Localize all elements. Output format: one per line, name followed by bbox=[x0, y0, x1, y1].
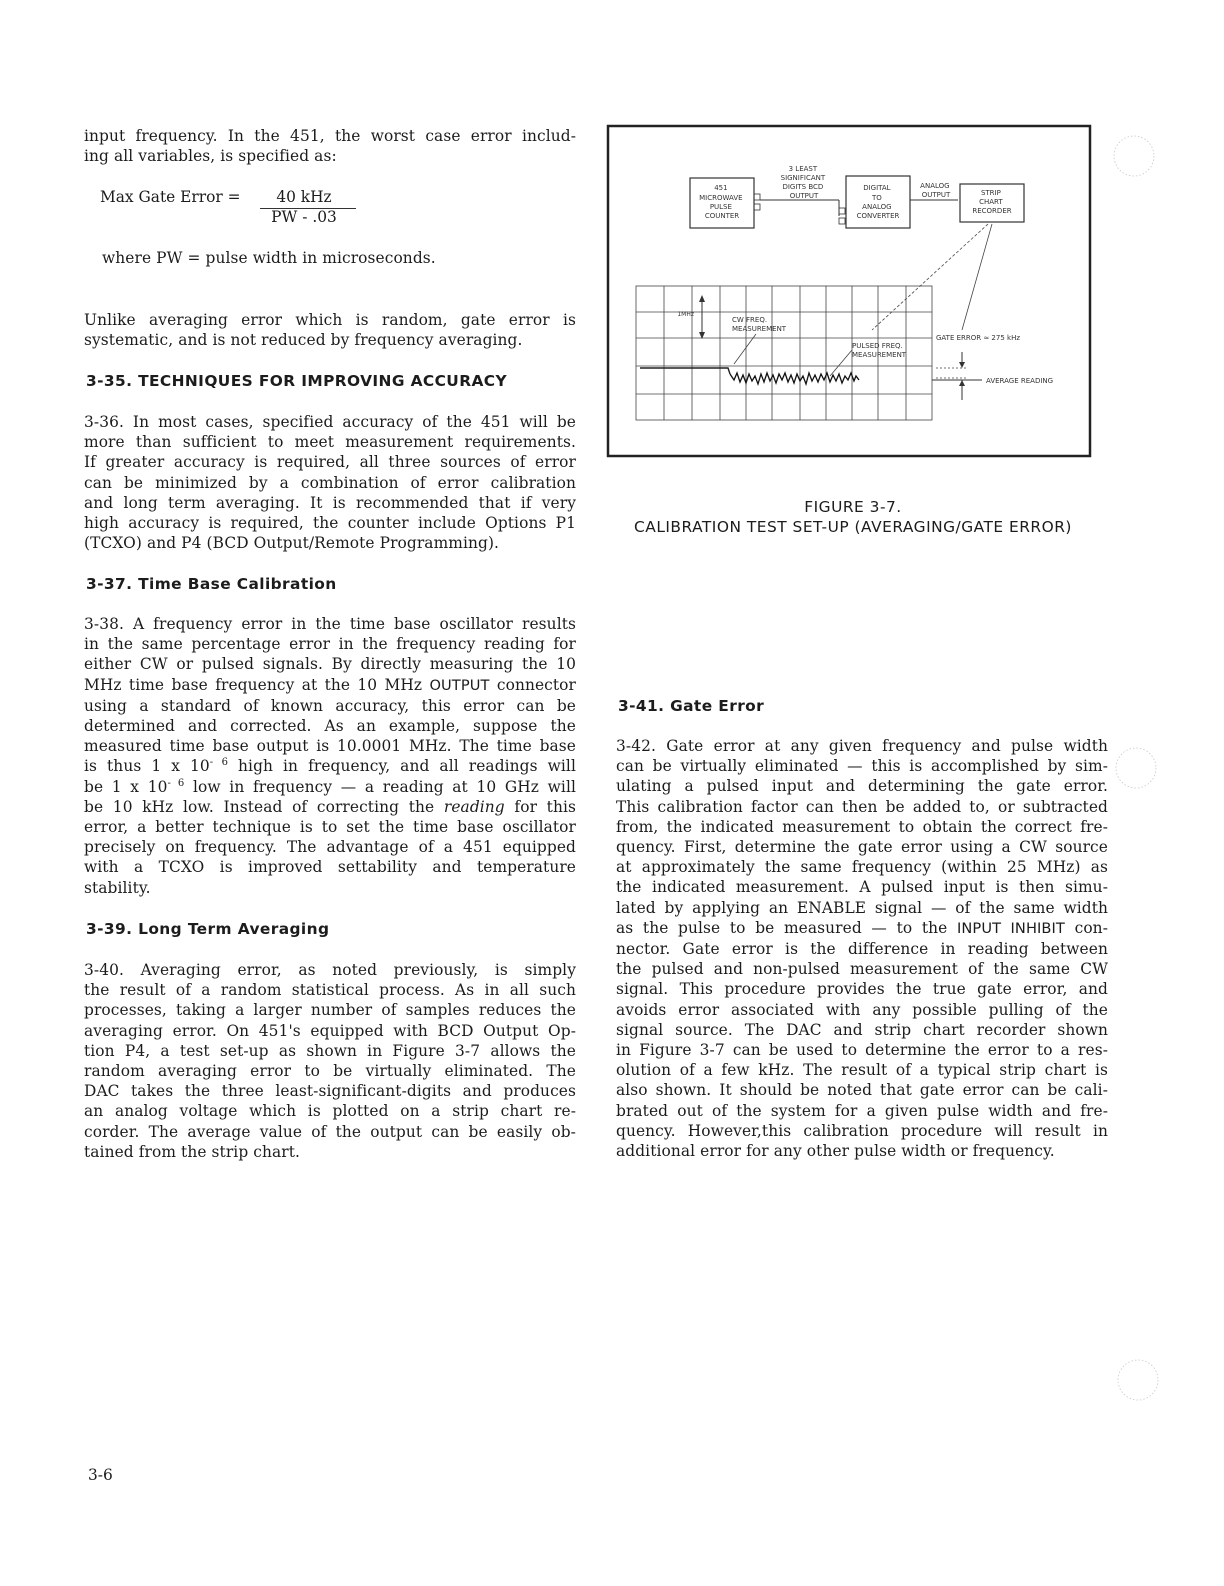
lsd-label-1: 3 LEAST bbox=[788, 165, 818, 173]
pulsed-label-1: PULSED FREQ. bbox=[852, 342, 903, 350]
dac-label-4: CONVERTER bbox=[856, 212, 900, 220]
recorder-label-2: CHART bbox=[979, 198, 1003, 206]
cw-label-2: MEASUREMENT bbox=[732, 325, 787, 333]
lsd-label-4: OUTPUT bbox=[789, 192, 819, 200]
svg-text:451 MICROWAVE PULSE bbox=[699, 184, 745, 220]
counter-label-4: COUNTER bbox=[704, 212, 740, 220]
paragraph-3-36: 3-36. In most cases, specified accuracy of the 451 will be more than sufficient to meet measurement requirements. If greater accuracy is required, all three sources of error can be minimized by a combination of error calibration and long term averaging. It is recommended that if very high accuracy is required, the counter include Options P1 (TCXO) and P4 (BCD Output/Remote Programming). bbox=[84, 413, 576, 553]
heading-3-39: 3-39. Long Term Averaging bbox=[86, 920, 330, 938]
lsd-label-3: DIGITS BCD bbox=[782, 183, 824, 191]
lsd-label-2: SIGNIFICANT bbox=[780, 174, 826, 182]
gate-error-label: GATE ERROR ≈ 275 kHz bbox=[936, 334, 1021, 342]
binder-hole-marks bbox=[1108, 130, 1188, 1430]
svg-text:ANALOG OUTPUT bbox=[920, 182, 952, 199]
dac-label-1: DIGITAL bbox=[863, 184, 891, 192]
figure-3-7 bbox=[606, 124, 1092, 458]
average-reading-label: AVERAGE READING bbox=[986, 377, 1054, 385]
svg-text:STRIP CHART RECORDER bbox=[972, 189, 1011, 215]
recorder-label-3: RECORDER bbox=[972, 207, 1012, 215]
dac-label-3: ANALOG bbox=[862, 203, 892, 211]
intro-paragraph: input frequency. In the 451, the worst case error includ- ing all variables, is specified as: bbox=[84, 127, 576, 166]
pulsed-label-2: MEASUREMENT bbox=[852, 351, 907, 359]
recorder-label-1: STRIP bbox=[980, 189, 1001, 197]
paragraph-3-42: 3-42. Gate error at any given frequency and pulse width can be virtually eliminated — this is accomplished by sim- ulating a pulsed input and determining the gate error. This calibration factor can then be added to, or subtracted from, the indicated measurement to obtain the correct fre- quency. First, determine the gate error using a CW source at approximately the same frequency (within 25 MHz) as the indicated measurement. A pulsed input is then simu- lated by applying an ENABLE signal — of the same width as the pulse to be measured — to the INPUT INHIBIT con- nector. Gate error is the difference in reading between the pulsed and non-pulsed measurement of the same CW signal. This procedure provides the true gate error, and avoids error associated with any possible pulling of the signal source. The DAC and strip chart recorder shown in Figure 3-7 can be used to determine the error to a res- olution of a few kHz. The result of a typical strip chart is also shown. It should be noted that gate error can be cali- brated out of the system for a given pulse width and fre- quency. However,this calibration procedure will result in additional error for any other pulse width or frequency. bbox=[616, 737, 1108, 1161]
cw-label-1: CW FREQ. bbox=[732, 316, 768, 324]
figure-caption-title: CALIBRATION TEST SET-UP (AVERAGING/GATE ERROR) bbox=[634, 518, 1072, 536]
analog-label-2: OUTPUT bbox=[921, 191, 951, 199]
svg-text:DIGITAL TO ANALOG bbox=[857, 184, 900, 220]
svg-text:CW FREQ. MEASUREMENT bbox=[732, 316, 787, 333]
heading-3-35: 3-35. TECHNIQUES FOR IMPROVING ACCURACY bbox=[86, 372, 508, 390]
svg-text:3 LEAST SIGNIFICANT DI bbox=[781, 165, 828, 200]
heading-3-37: 3-37. Time Base Calibration bbox=[86, 575, 337, 593]
pulsed-trace bbox=[730, 373, 859, 384]
svg-text:PULSED FREQ. MEASUREMENT bbox=[852, 342, 907, 359]
paragraph-3-38: 3-38. A frequency error in the time base oscillator results in the same percentage error in the frequency reading for either CW or pulsed signals. By directly measuring the 10 MHz time base frequency at the 10 MHz OUTPUT connector using a standard of known accuracy, this error can be determined and corrected. As an example, suppose the measured time base output is 10.0001 MHz. The time base is thus 1 x $10^{- 6}$ high in frequency, and all readings will be 1 x $10^{- 6}$ low in frequency — a reading at 10 GHz will be 10 kHz low. Instead of correcting the reading for this error, a better technique is to set the time base oscillator precisely on frequency. The advantage of a 451 equipped with a TCXO is improved settability and temperature stability. bbox=[84, 615, 577, 897]
heading-3-41: 3-41. Gate Error bbox=[618, 697, 765, 715]
cw-trace bbox=[640, 368, 730, 374]
counter-label-1: 451 bbox=[714, 184, 728, 192]
unlike-paragraph: Unlike averaging error which is random, gate error is systematic, and is not reduced by frequency averaging. bbox=[84, 311, 576, 350]
paragraph-3-40: 3-40. Averaging error, as noted previously, is simply the result of a random statistical process. As in all such processes, taking a larger number of samples reduces the averaging error. On 451's equipped with BCD Output Op- tion P4, a test set-up as shown in Figure 3-7 allows the random averaging error to be virtually eliminated. The DAC takes the three least-significant-digits and produces an analog voltage which is plotted on a strip chart re- corder. The average value of the output can be easily ob- tained from the strip chart. bbox=[84, 961, 576, 1161]
mhz-label: 1MHz bbox=[677, 311, 694, 318]
page-number: 3-6 bbox=[88, 1466, 113, 1484]
counter-label-3: PULSE bbox=[709, 203, 732, 211]
dac-label-2: TO bbox=[871, 194, 882, 202]
counter-label-2: MICROWAVE bbox=[699, 194, 743, 202]
where-line: where PW = pulse width in microseconds. bbox=[102, 249, 436, 267]
figure-caption-number: FIGURE 3-7. bbox=[804, 498, 902, 516]
analog-label-1: ANALOG bbox=[920, 182, 950, 190]
